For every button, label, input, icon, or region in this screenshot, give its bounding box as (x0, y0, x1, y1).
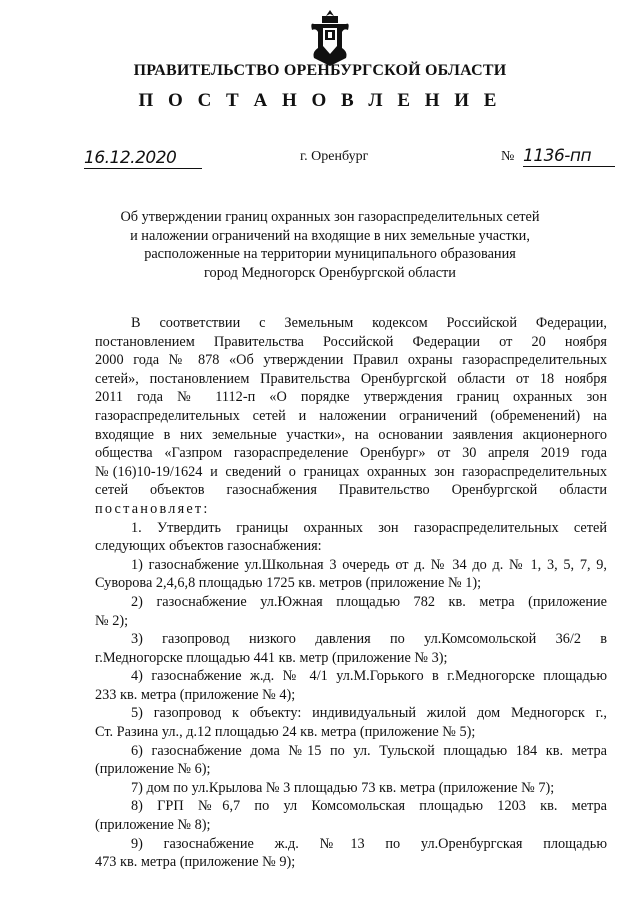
document-date: 16.12.2020 (84, 148, 202, 169)
body-line: 2011 года № 1112-п «О порядке утверждения границ охранных зон (95, 389, 607, 406)
body-line: №(16)10-19/1624 и сведений о границах охранных зон газораспределительных (95, 463, 607, 480)
body-line: 9) газоснабжение ж.д. №13 по ул.Оренбургская площадью (131, 835, 607, 852)
title-line: Об утверждении границ охранных зон газораспределительных сетей (120, 209, 540, 225)
body-line: (приложение № 8); (95, 817, 211, 834)
title-line: и наложении ограничений на входящие в них земельные участки, (130, 227, 530, 244)
title-line: город Медногорск Оренбургской области (204, 264, 456, 281)
document-title (60, 208, 600, 282)
body-line: Суворова 2,4,6,8 площадью 1725 кв. метров (приложение № 1); (95, 575, 482, 592)
body-line: сетей», постановлением Правительства Оренбургской области от 18 ноября (95, 370, 607, 387)
body-line: 4) газоснабжение ж.д. № 4/1 ул.М.Горького в г.Медногорске площадью (131, 668, 607, 685)
document-city: г. Оренбург (300, 149, 369, 164)
body-line: следующих объектов газоснабжения: (95, 538, 322, 555)
document-body (95, 314, 607, 872)
body-line: Ст. Разина ул., д.12 площадью 24 кв. метра (приложение № 5); (95, 724, 476, 741)
body-line: № 2); (95, 612, 129, 629)
organization-title: ПРАВИТЕЛЬСТВО ОРЕНБУРГСКОЙ ОБЛАСТИ (133, 62, 507, 79)
body-line: В соответствии с Земельным кодексом Российской Федерации, (131, 315, 607, 331)
body-line: постановляет: (95, 500, 210, 517)
body-line: 3) газопровод низкого давления по ул.Комсомольской 36/2 в (131, 631, 607, 648)
body-line: 1. Утвердить границы охранных зон газораспределительных сетей (131, 519, 607, 536)
document-number: 1136-пп (523, 146, 615, 167)
body-line: 6) газоснабжение дома №15 по ул. Тульской площадью 184 кв. метра (131, 742, 607, 759)
body-line: 1) газоснабжение ул.Школьная 3 очередь от д. № 34 до д. № 1, 3, 5, 7, 9, (131, 556, 607, 573)
body-line: 2) газоснабжение ул.Южная площадью 782 кв. метра (приложение (131, 593, 607, 610)
body-line: 5) газопровод к объекту: индивидуальный жилой дом Медногорск г., (131, 705, 607, 722)
body-line: 233 кв. метра (приложение № 4); (95, 686, 296, 703)
body-line: 2000 года № 878 «Об утверждении Правил охраны газораспределительных (95, 352, 607, 369)
body-line: газораспределительных сетей и наложении ограничений (обременений) на (95, 407, 607, 424)
body-line: постановлением Правительства Российской Федерации от 20 ноября (95, 333, 607, 350)
body-line: сетей объектов газоснабжения Правительство Оренбургской области (95, 482, 607, 499)
body-line: 473 кв. метра (приложение № 9); (95, 854, 296, 871)
body-line: 8) ГРП №6,7 по ул Комсомольская площадью 1203 кв. метра (131, 798, 607, 815)
body-line: г.Медногорске площадью 441 кв. метр (приложение № 3); (95, 649, 448, 666)
body-line: (приложение № 6); (95, 761, 211, 778)
document-type: П О С Т А Н О В Л Е Н И Е (138, 90, 502, 111)
body-line: 7) дом по ул.Крылова № 3 площадью 73 кв. метра (приложение № 7); (131, 779, 555, 796)
body-line: входящие в них земельные участки», на основании заявления акционерного (95, 426, 607, 443)
body-line: общества «Газпром газораспределение Оренбург» от 30 апреля 2019 года (95, 445, 607, 462)
number-sign: № (501, 149, 515, 164)
title-line: расположенные на территории муниципального образования (144, 246, 516, 262)
coat-of-arms-icon (308, 8, 352, 68)
